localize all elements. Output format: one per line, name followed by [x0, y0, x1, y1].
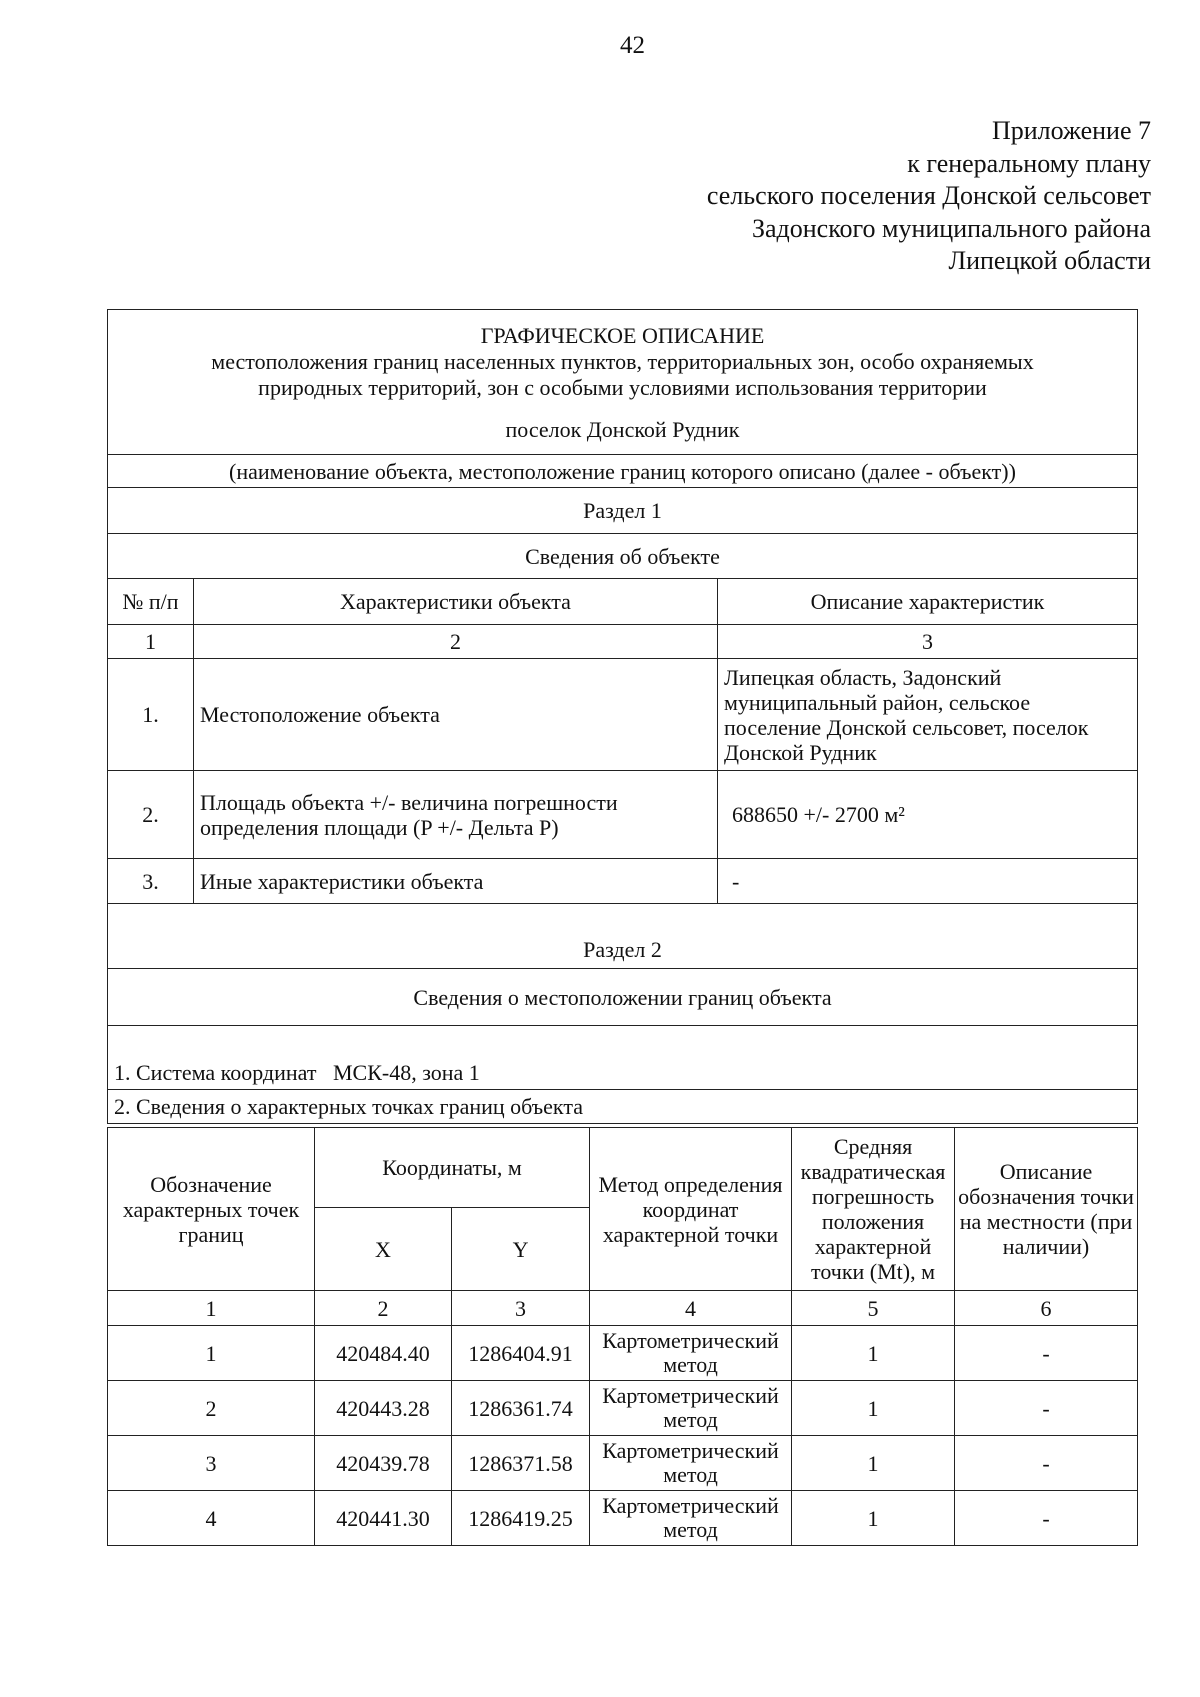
object-caption: (наименование объекта, местоположение границ которого описано (далее - объект)) [108, 455, 1138, 488]
point-x: 420443.28 [315, 1381, 452, 1436]
appendix-line: сельского поселения Донской сельсовет [706, 181, 1151, 211]
point-description: - [955, 1381, 1138, 1436]
table-row [108, 1491, 1138, 1546]
characteristic-name: Площадь объекта +/- величина погрешности определения площади (P +/- Дельта P) [194, 771, 718, 859]
characteristic-value: Липецкая область, Задонский муниципальный район, сельское поселение Донской сельсовет, поселок Донской Рудник [718, 659, 1138, 771]
point-y: 1286361.74 [452, 1381, 590, 1436]
column-header-method: Метод определения координат характерной точки [590, 1128, 792, 1291]
column-number: 3 [718, 625, 1138, 659]
column-header-y: Y [452, 1208, 590, 1291]
column-header: Характеристики объекта [194, 579, 718, 625]
point-description: - [955, 1326, 1138, 1381]
column-header-coordinates: Координаты, м [315, 1128, 590, 1208]
point-y: 1286419.25 [452, 1491, 590, 1546]
appendix-line: Приложение 7 [991, 116, 1151, 145]
points-table [107, 1127, 1138, 1546]
column-number: 6 [955, 1291, 1138, 1326]
table-row [108, 771, 1138, 859]
points-caption: 2. Сведения о характерных точках границ объекта [108, 1090, 1138, 1124]
point-method: Картометрический метод [590, 1326, 792, 1381]
section1-subtitle: Сведения об объекте [108, 534, 1138, 579]
point-id: 3 [108, 1436, 315, 1491]
section2-subtitle: Сведения о местоположении границ объекта [108, 969, 1138, 1026]
point-id: 2 [108, 1381, 315, 1436]
point-id: 4 [108, 1491, 315, 1546]
column-header-x: X [315, 1208, 452, 1291]
table-row [108, 1326, 1138, 1381]
characteristic-value: - [718, 859, 1138, 904]
appendix-header [707, 115, 1151, 278]
point-method: Картометрический метод [590, 1491, 792, 1546]
point-y: 1286371.58 [452, 1436, 590, 1491]
object-name: поселок Донской Рудник [505, 417, 740, 442]
point-error: 1 [792, 1326, 955, 1381]
page-number: 42 [620, 32, 645, 59]
point-x: 420439.78 [315, 1436, 452, 1491]
column-header-error: Средняя квадратическая погрешность положения характерной точки (Mt), м [792, 1128, 955, 1291]
document-title: ГРАФИЧЕСКОЕ ОПИСАНИЕ [480, 323, 765, 348]
document-subtitle: природных территорий, зон с особыми условиями использования территории [258, 375, 987, 400]
appendix-line: Липецкой области [948, 246, 1151, 276]
column-number: 4 [590, 1291, 792, 1326]
column-number: 1 [108, 625, 194, 659]
description-table [107, 309, 1138, 1124]
table-row [108, 659, 1138, 771]
section1-title: Раздел 1 [108, 488, 1138, 534]
row-number: 2. [108, 771, 194, 859]
document-header [108, 310, 1138, 455]
point-description: - [955, 1436, 1138, 1491]
point-method: Картометрический метод [590, 1381, 792, 1436]
point-y: 1286404.91 [452, 1326, 590, 1381]
table-row [108, 1381, 1138, 1436]
row-number: 1. [108, 659, 194, 771]
point-error: 1 [792, 1436, 955, 1491]
column-header: Описание характеристик [718, 579, 1138, 625]
coordinate-system: 1. Система координат МСК-48, зона 1 [108, 1026, 1138, 1090]
row-number: 3. [108, 859, 194, 904]
document-subtitle: местоположения границ населенных пунктов, территориальных зон, особо охраняемых [211, 349, 1034, 374]
column-number: 1 [108, 1291, 315, 1326]
table-row [108, 859, 1138, 904]
point-description: - [955, 1491, 1138, 1546]
characteristic-name: Иные характеристики объекта [194, 859, 718, 904]
section2-title: Раздел 2 [108, 904, 1138, 969]
column-number: 3 [452, 1291, 590, 1326]
column-number: 5 [792, 1291, 955, 1326]
point-x: 420484.40 [315, 1326, 452, 1381]
table-row [108, 1436, 1138, 1491]
appendix-line: к генеральному плану [907, 148, 1151, 178]
characteristic-name: Местоположение объекта [194, 659, 718, 771]
column-header: № п/п [108, 579, 194, 625]
point-error: 1 [792, 1491, 955, 1546]
appendix-line: Задонского муниципального района [751, 213, 1151, 243]
characteristic-value: 688650 +/- 2700 м² [718, 771, 1138, 859]
point-x: 420441.30 [315, 1491, 452, 1546]
point-id: 1 [108, 1326, 315, 1381]
column-header-designation: Обозначение характерных точек границ [108, 1128, 315, 1291]
column-header-description: Описание обозначения точки на местности (при наличии) [955, 1128, 1138, 1291]
point-error: 1 [792, 1381, 955, 1436]
point-method: Картометрический метод [590, 1436, 792, 1491]
column-number: 2 [315, 1291, 452, 1326]
column-number: 2 [194, 625, 718, 659]
